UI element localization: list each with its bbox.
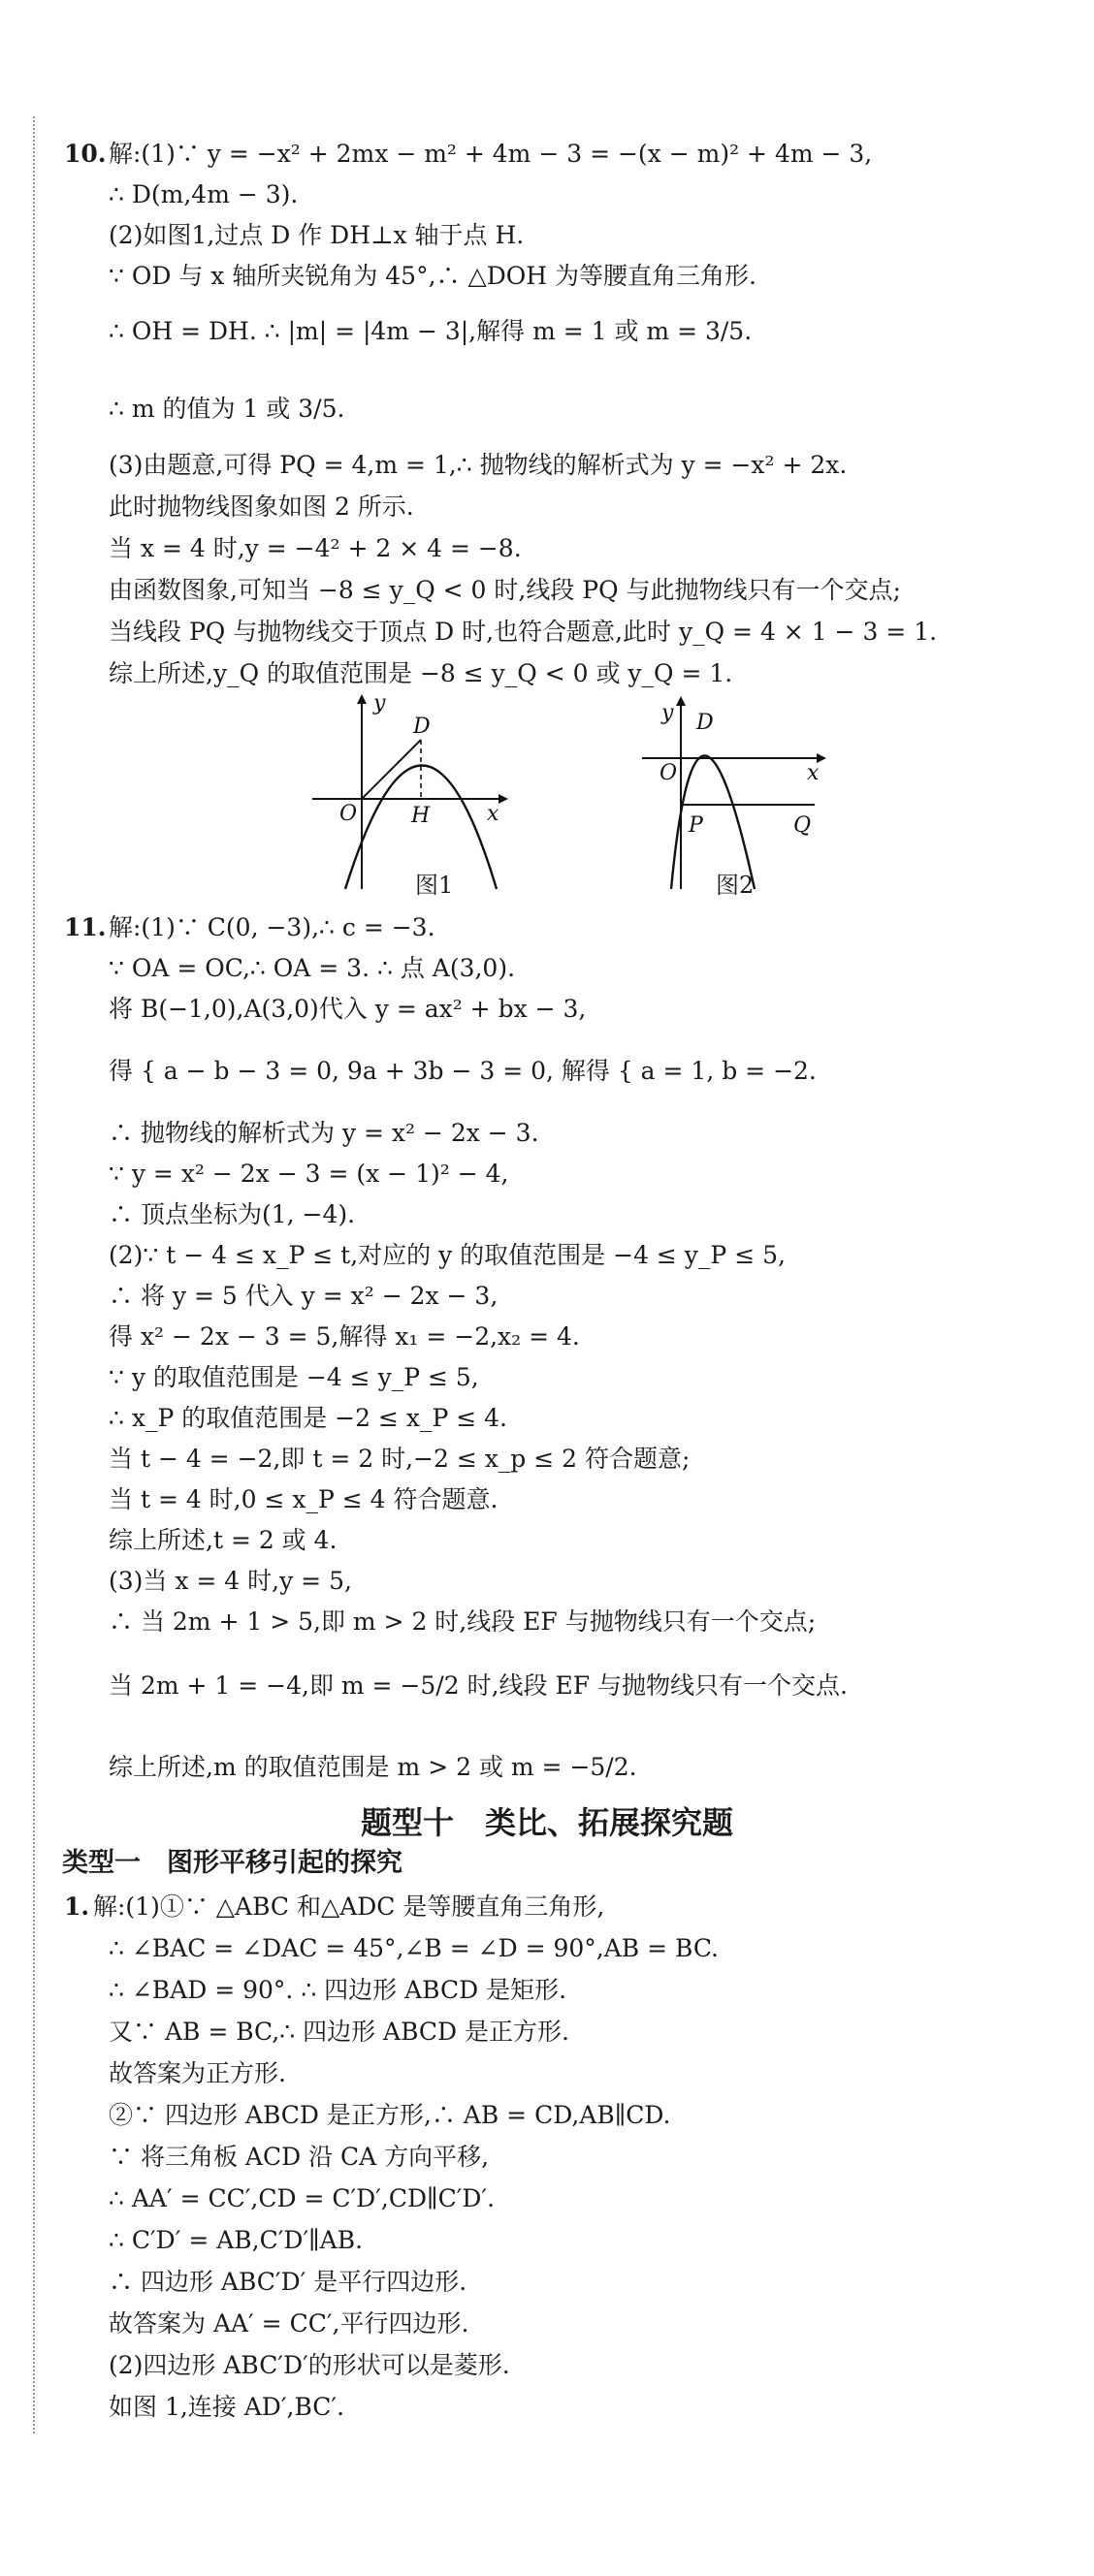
problem-1-line-7: ∵ 将三角板 ACD 沿 CA 方向平移, [109, 2143, 490, 2171]
figure-1-point-h: H [411, 804, 431, 828]
figure-1-graph [310, 690, 524, 894]
problem-10-line-10: 由函数图象,可知当 −8 ≤ y_Q < 0 时,线段 PQ 与此抛物线只有一个交点; [109, 576, 901, 604]
figure-1-point-o: O [339, 802, 358, 826]
problem-1-line-13: 如图 1,连接 AD′,BC′. [109, 2393, 345, 2421]
problem-1-line-1: 解:(1)①∵ △ABC 和△ADC 是等腰直角三角形, [93, 1892, 605, 1921]
problem-10-line-12: 综上所述,y_Q 的取值范围是 −8 ≤ y_Q < 0 或 y_Q = 1. [109, 659, 733, 687]
problem-11-line-2: ∵ OA = OC,∴ OA = 3. ∴ 点 A(3,0). [109, 954, 516, 982]
figure-2-graph [640, 690, 834, 894]
problem-11-line-19: 综上所述,m 的取值范围是 m > 2 或 m = −5/2. [109, 1753, 637, 1781]
problem-1-line-6: ②∵ 四边形 ABCD 是正方形,∴ AB = CD,AB∥CD. [109, 2101, 671, 2129]
problem-1-line-10: ∴ 四边形 ABC′D′ 是平行四边形. [109, 2268, 467, 2296]
problem-10-line-2: ∴ D(m,4m − 3). [109, 180, 299, 208]
problem-10-line-8: 此时抛物线图象如图 2 所示. [109, 493, 414, 521]
problem-10-line-11: 当线段 PQ 与抛物线交于顶点 D 时,也符合题意,此时 y_Q = 4 × 1 − 3 = 1. [109, 618, 938, 646]
problem-10-line-1: 解:(1)∵ y = −x² + 2mx − m² + 4m − 3 = −(x − m)² + 4m − 3, [109, 140, 873, 168]
figure-2-y-arrow [676, 696, 686, 706]
problem-10-line-5: ∴ OH = DH. ∴ |m| = |4m − 3|,解得 m = 1 或 m = 3/5. [109, 317, 753, 345]
problem-11-line-12: ∴ x_P 的取值范围是 −2 ≤ x_P ≤ 4. [109, 1404, 507, 1432]
problem-11-line-11: ∵ y 的取值范围是 −4 ≤ y_P ≤ 5, [109, 1363, 479, 1391]
problem-11-line-5: ∴ 抛物线的解析式为 y = x² − 2x − 3. [109, 1119, 539, 1147]
figure-1-x-arrow [499, 794, 508, 804]
figure-2-point-p: P [689, 813, 703, 838]
problem-11-line-15: 综上所述,t = 2 或 4. [109, 1526, 338, 1554]
figure-1-caption: 图1 [415, 872, 454, 899]
problem-10-line-6: ∴ m 的值为 1 或 3/5. [109, 395, 345, 423]
figure-1-segment-od [362, 740, 421, 799]
figure-1-y-arrow [357, 694, 367, 704]
problem-11-line-18: 当 2m + 1 = −4,即 m = −5/2 时,线段 EF 与抛物线只有一个交点. [109, 1671, 848, 1700]
problem-11-line-13: 当 t − 4 = −2,即 t = 2 时,−2 ≤ x_p ≤ 2 符合题意; [109, 1445, 691, 1473]
problem-11-line-9: ∴ 将 y = 5 代入 y = x² − 2x − 3, [109, 1282, 499, 1310]
section-subtitle: 类型一 图形平移引起的探究 [62, 1848, 402, 1878]
problem-1-line-11: 故答案为 AA′ = CC′,平行四边形. [109, 2309, 469, 2337]
problem-10-number: 10. [64, 140, 107, 168]
problem-11-line-10: 得 x² − 2x − 3 = 5,解得 x₁ = −2,x₂ = 4. [109, 1322, 580, 1351]
figure-1-y-label: y [373, 691, 386, 716]
problem-11-line-7: ∴ 顶点坐标为(1, −4). [109, 1200, 356, 1228]
problem-1-line-12: (2)四边形 ABC′D′的形状可以是菱形. [109, 2351, 510, 2379]
section-title: 题型十 类比、拓展探究题 [360, 1804, 733, 1841]
problem-10-line-3: (2)如图1,过点 D 作 DH⊥x 轴于点 H. [109, 221, 525, 249]
figure-2-point-q: Q [793, 813, 812, 838]
problem-11-line-4: 得 { a − b − 3 = 0, 9a + 3b − 3 = 0, 解得 { a = 1, b = −2. [109, 1057, 817, 1085]
binding-margin-line [33, 116, 35, 2433]
figure-1-point-d: D [413, 715, 431, 739]
problem-11-line-17: ∴ 当 2m + 1 > 5,即 m > 2 时,线段 EF 与抛物线只有一个交点; [109, 1607, 817, 1636]
problem-1-line-2: ∴ ∠BAC = ∠DAC = 45°,∠B = ∠D = 90°,AB = BC. [109, 1934, 720, 1962]
problem-1-line-5: 故答案为正方形. [109, 2059, 286, 2087]
problem-11-line-1: 解:(1)∵ C(0, −3),∴ c = −3. [109, 913, 435, 941]
problem-11-line-14: 当 t = 4 时,0 ≤ x_P ≤ 4 符合题意. [109, 1485, 499, 1513]
problem-1-line-8: ∴ AA′ = CC′,CD = C′D′,CD∥C′D′. [109, 2184, 496, 2212]
problem-10-line-9: 当 x = 4 时,y = −4² + 2 × 4 = −8. [109, 534, 522, 562]
problem-1-line-3: ∴ ∠BAD = 90°. ∴ 四边形 ABCD 是矩形. [109, 1976, 567, 2004]
figure-2-caption: 图2 [716, 872, 755, 899]
problem-1-line-9: ∴ C′D′ = AB,C′D′∥AB. [109, 2226, 364, 2254]
problem-11-line-3: 将 B(−1,0),A(3,0)代入 y = ax² + bx − 3, [109, 995, 587, 1023]
figure-2-x-label: x [807, 761, 820, 785]
figure-2-parabola [671, 756, 755, 890]
problem-10-line-7: (3)由题意,可得 PQ = 4,m = 1,∴ 抛物线的解析式为 y = −x² + 2x. [109, 451, 848, 479]
problem-11-line-16: (3)当 x = 4 时,y = 5, [109, 1567, 352, 1595]
problem-11-line-6: ∵ y = x² − 2x − 3 = (x − 1)² − 4, [109, 1160, 509, 1188]
problem-10-line-4: ∵ OD 与 x 轴所夹锐角为 45°,∴ △DOH 为等腰直角三角形. [109, 262, 756, 290]
problem-11-number: 11. [64, 913, 107, 941]
figure-2-y-label: y [661, 701, 674, 725]
figure-2-point-o: O [660, 761, 678, 785]
figure-1-x-label: x [487, 802, 499, 826]
problem-11-line-8: (2)∵ t − 4 ≤ x_P ≤ t,对应的 y 的取值范围是 −4 ≤ y_P ≤ 5, [109, 1241, 786, 1269]
problem-1-number: 1. [64, 1892, 90, 1921]
figure-2-point-d: D [696, 711, 714, 735]
problem-1-line-4: 又∵ AB = BC,∴ 四边形 ABCD 是正方形. [109, 2018, 569, 2046]
